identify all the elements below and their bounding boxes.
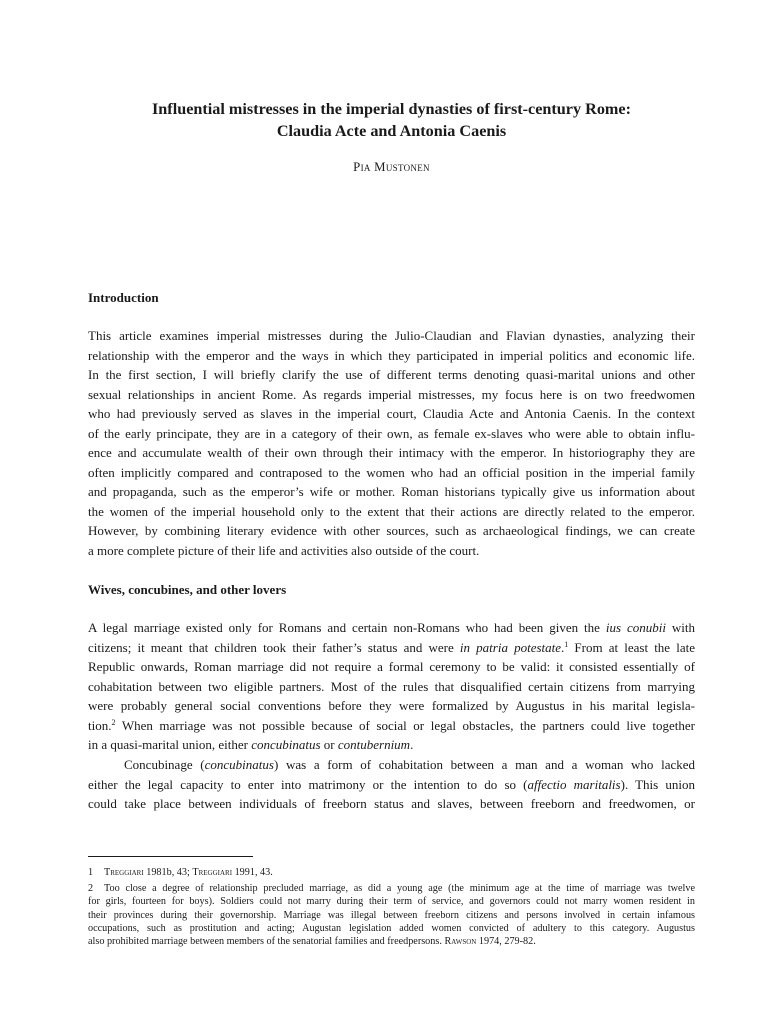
title-line-1: Influential mistresses in the imperial dynasties of first-century Rome: [152, 100, 631, 118]
footnote-ref-2[interactable]: 2 [111, 717, 116, 727]
footnote-1: 1 Treggiari 1981b, 43; Treggiari 1991, 43. [88, 867, 273, 878]
footnote-line: 2 Too close a degree of relationship precluded marriage, as did a young age (the minimum age at the time of marriage was twelve [88, 883, 695, 894]
latin-term: affectio maritalis [527, 776, 621, 792]
footnote-number: 2 [88, 883, 94, 894]
text-line: A legal marriage existed only for Romans and certain non-Romans who had been given the ius conubii with [88, 620, 695, 635]
latin-term: contubernium [337, 737, 411, 752]
section-heading-wives: Wives, concubines, and other lovers [88, 582, 287, 597]
text-line: were probably general social conventions before they were formalized by Augustus in his marital legisla- [88, 698, 695, 713]
footnote-author: Treggiari [104, 867, 144, 878]
text-line: However, by combining literary evidence with other sources, such as archaeological findings, we can create [88, 523, 695, 538]
text-line: could take place between individuals of freeborn status and slaves, between freeborn and freedwomen, or [88, 796, 695, 811]
text-line: Concubinage (concubinatus) was a form of cohabitation between a man and a woman who lacked [124, 757, 695, 772]
text-line: either the legal capacity to enter into matrimony or the intention to do so (affectio maritalis). This union [88, 776, 695, 792]
text-line: relationship with the emperor and the ways in which they participated in imperial politics and economic life. [88, 347, 695, 363]
concubinage-paragraph [88, 755, 695, 814]
footnote-line: occupations, such as prostitution and acting; Augustan legislation added women convicted of adultery to this category. Augustus [88, 922, 695, 934]
title-line-2: Claudia Acte and Antonia Caenis [276, 122, 507, 140]
footnote-line: their provinces during their governorship. Marriage was illegal between freeborn citizens and persons involved in certain infamous [88, 909, 695, 921]
author-name: Pia Mustonen [353, 160, 430, 174]
footnote-2 [88, 882, 695, 948]
text-line: Republic onwards, Roman marriage did not require a formal ceremony to be valid: it consisted essentially of [88, 659, 695, 674]
text-line: a more complete picture of their life and activities also outside of the court. [88, 542, 480, 558]
text-line: in a quasi-marital union, either concubinatus or contubernium. [88, 737, 414, 752]
article-title [88, 98, 695, 142]
text-line: and propaganda, such as the emperor’s wife or mother. Roman historians typically give us information about [88, 484, 695, 499]
text-line: cohabitation between two eligible partners. Most of the rules that disqualified certain citizens from marrying [88, 678, 695, 694]
footnote-ref-1[interactable]: 1 [564, 639, 569, 649]
footnote-separator [88, 856, 253, 857]
text-line: of the early principate, they are in a category of their own, as female ex-slaves who were able to obtain influ- [88, 425, 695, 441]
text-line: In the first section, I will briefly clarify the use of different terms denoting quasi-marital unions and other [88, 367, 695, 382]
latin-term: concubinatus [251, 737, 321, 752]
text-line: who had previously served as slaves in the imperial court, Claudia Acte and Antonia Caenis. In the context [88, 406, 695, 421]
text-line: the women of the imperial household only to the extent that their actions are directly related to the emperor. [88, 503, 695, 519]
marriage-paragraph [88, 618, 695, 755]
text-line: This article examines imperial mistresses during the Julio-Claudian and Flavian dynasties, analyzing their [88, 328, 695, 343]
latin-term: concubinatus [204, 757, 274, 772]
introduction-paragraph [88, 326, 695, 560]
text-line: ence and accumulate wealth of their own through their intimacy with the emperor. In historiography they are [88, 445, 695, 460]
text-line: sexual relationships in ancient Rome. As regards imperial mistresses, my focus here is on two freedwomen [88, 386, 695, 402]
latin-term: in patria potestate [459, 639, 562, 655]
footnote-number: 1 [88, 867, 94, 878]
footnote-author: Treggiari [192, 867, 233, 878]
footnote-author: Rawson [444, 936, 477, 948]
footnote-line: also prohibited marriage between members of the senatorial families and freedpersons. Rawson 1974, 279-82. [88, 936, 536, 948]
text-line: tion.$^2$ When marriage was not possible because of social or legal obstacles, the partners could live together [88, 717, 695, 733]
latin-term: ius conubii [605, 620, 666, 635]
text-line: citizens; it meant that children took their father’s status and were in patria potestate.$^1$ From at least the late [88, 639, 695, 655]
section-heading-introduction: Introduction [88, 290, 159, 305]
text-line: often implicitly compared and contraposed to the women who had an official position in the imperial family [88, 464, 695, 480]
footnote-line: for girls, fourteen for boys). Soldiers could not marry during their term of service, and governors could not marry women resident in [88, 896, 695, 908]
